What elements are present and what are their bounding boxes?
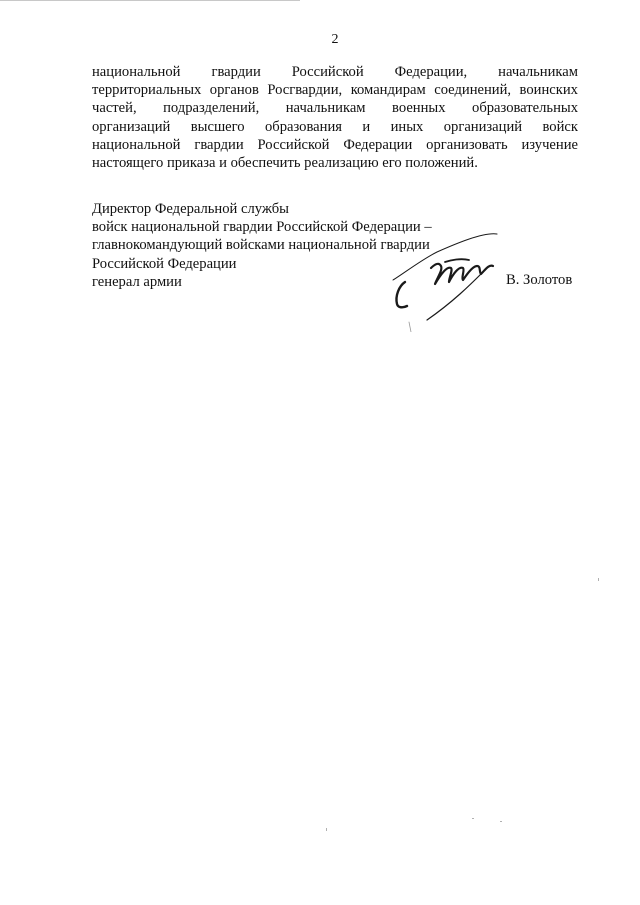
body-word: военных <box>392 100 446 117</box>
body-word: организаций <box>92 118 171 135</box>
body-word: частей, <box>92 100 137 117</box>
body-word: Федерации <box>343 136 413 153</box>
body-word: воинских <box>519 82 578 99</box>
body-line <box>92 118 578 136</box>
body-word: иных <box>390 118 424 135</box>
handwritten-signature <box>385 222 515 332</box>
body-word: подразделений, <box>163 100 260 117</box>
body-word: Федерации, <box>394 64 468 80</box>
body-word: гвардии <box>194 136 244 153</box>
scan-speck <box>326 828 327 831</box>
body-word: гвардии <box>211 64 261 80</box>
signatory-title-line: Директор Федеральной службы <box>92 201 289 217</box>
body-word: Российской <box>257 136 330 153</box>
body-word: организаций <box>443 118 523 135</box>
body-word: командирам <box>350 82 426 99</box>
body-word: образования <box>264 118 342 135</box>
signatory-name: В. Золотов <box>506 272 573 288</box>
body-line <box>92 81 578 99</box>
body-line <box>92 136 578 154</box>
body-word: начальникам <box>498 64 578 80</box>
body-word: войск <box>542 118 578 135</box>
body-word: органов <box>209 82 259 99</box>
body-word: национальной <box>92 136 181 153</box>
signatory-title-line: генерал армии <box>92 273 182 290</box>
body-word: национальной <box>92 64 181 80</box>
body-line <box>92 99 578 117</box>
body-word: и <box>362 118 371 135</box>
signatory-title-line: Российской Федерации <box>92 255 237 272</box>
body-word: Российской <box>291 64 364 80</box>
body-line <box>92 63 578 81</box>
scan-speck <box>500 821 502 822</box>
body-word: начальникам <box>285 100 366 117</box>
signatory-title-line: главнокомандующий войсками национальной гвардии <box>92 237 430 254</box>
signatory-title-line: войск национальной гвардии Российской Федерации – <box>92 219 432 236</box>
top-edge-line <box>0 0 300 1</box>
scan-speck <box>472 818 474 819</box>
body-word: Росгвардии, <box>267 82 343 99</box>
page-number: 2 <box>331 32 339 47</box>
order-paragraph <box>92 63 578 172</box>
body-word: образовательных <box>472 100 578 117</box>
body-word: организовать <box>426 136 508 153</box>
body-word: соединений, <box>434 82 512 99</box>
body-line-last: настоящего приказа и обеспечить реализацию его положений. <box>92 155 478 172</box>
scan-speck <box>598 578 599 581</box>
body-word: территориальных <box>92 82 202 99</box>
body-word: высшего <box>190 118 245 135</box>
body-word: изучение <box>521 136 578 153</box>
